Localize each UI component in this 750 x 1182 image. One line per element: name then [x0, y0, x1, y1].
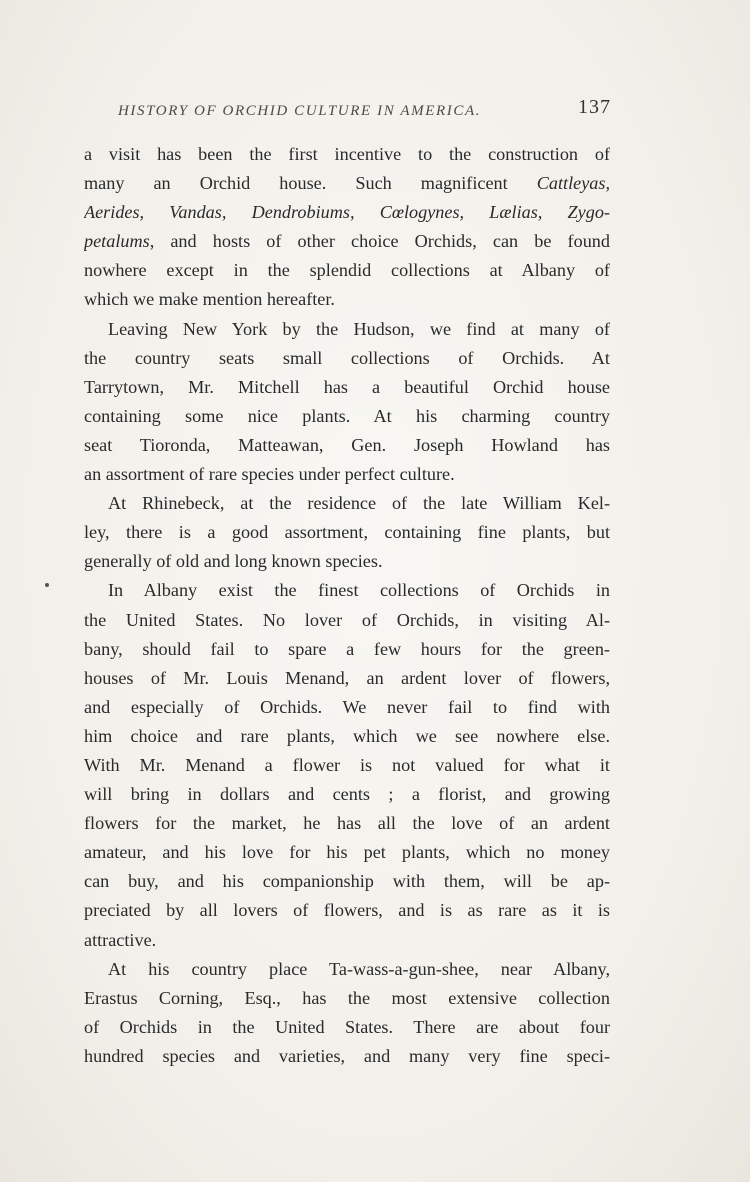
text-line: him choice and rare plants, which we see nowhere else. — [84, 725, 610, 746]
text-line: Erastus Corning, Esq., has the most extensive collection — [84, 987, 610, 1008]
text-line: a visit has been the first incentive to the construction of — [84, 144, 610, 164]
text-line: containing some nice plants. At his charming country — [84, 405, 610, 426]
text-line: bany, should fail to spare a few hours for the green- — [84, 638, 610, 659]
text-line — [84, 227, 610, 256]
text-line — [84, 198, 610, 227]
text-line: and especially of Orchids. We never fail to find with — [84, 696, 610, 717]
text-line: At Rhinebeck, at the residence of the late William Kel- — [108, 493, 610, 514]
running-header — [118, 96, 618, 120]
body-text — [84, 140, 610, 1071]
text-line: generally of old and long known species. — [84, 551, 383, 572]
text-line — [84, 169, 610, 198]
text-line: seat Tioronda, Matteawan, Gen. Joseph Howland has — [84, 434, 610, 455]
text-line: which we make mention hereafter. — [84, 289, 335, 310]
text-line: amateur, and his love for his pet plants, which no money — [84, 842, 610, 863]
text-line: the country seats small collections of Orchids. At — [84, 347, 610, 368]
text-line: preciated by all lovers of flowers, and is as rare as it is — [84, 900, 610, 921]
margin-mark — [45, 583, 49, 587]
text-line: ley, there is a good assortment, containing fine plants, but — [84, 522, 610, 543]
text-line: houses of Mr. Louis Menand, an ardent lover of flowers, — [84, 667, 610, 688]
text-line: the United States. No lover of Orchids, in visiting Al- — [84, 609, 610, 630]
text-run: many an Orchid house. Such magnificent — [84, 173, 537, 194]
text-line: With Mr. Menand a flower is not valued for what it — [84, 754, 610, 775]
italic-run: Cattleyas, — [536, 173, 610, 194]
text-line: hundred species and varieties, and many very fine speci- — [84, 1045, 610, 1066]
text-line: can buy, and his companionship with them, will be ap- — [84, 871, 610, 892]
page-number: 137 — [578, 96, 611, 118]
italic-run: Aerides, Vandas, Dendrobiums, Cœlogynes, Lælias, Zygo- — [84, 202, 610, 223]
text-run: , and hosts of other choice Orchids, can be found — [149, 231, 610, 252]
text-line: an assortment of rare species under perfect culture. — [84, 464, 455, 485]
text-line: flowers for the market, he has all the love of an ardent — [84, 813, 610, 834]
text-line: will bring in dollars and cents ; a florist, and growing — [84, 784, 610, 805]
italic-run: petalums — [84, 231, 150, 252]
text-line: Tarrytown, Mr. Mitchell has a beautiful Orchid house — [84, 376, 610, 397]
running-header-title: HISTORY OF ORCHID CULTURE IN AMERICA. — [118, 103, 482, 119]
text-line: of Orchids in the United States. There are about four — [84, 1016, 610, 1037]
text-line: At his country place Ta-wass-a-gun-shee, near Albany, — [108, 958, 610, 979]
text-line: In Albany exist the finest collections of Orchids in — [108, 580, 610, 601]
text-line: attractive. — [84, 929, 157, 950]
text-line: nowhere except in the splendid collections at Albany of — [84, 260, 610, 281]
text-line: Leaving New York by the Hudson, we find at many of — [108, 318, 610, 339]
